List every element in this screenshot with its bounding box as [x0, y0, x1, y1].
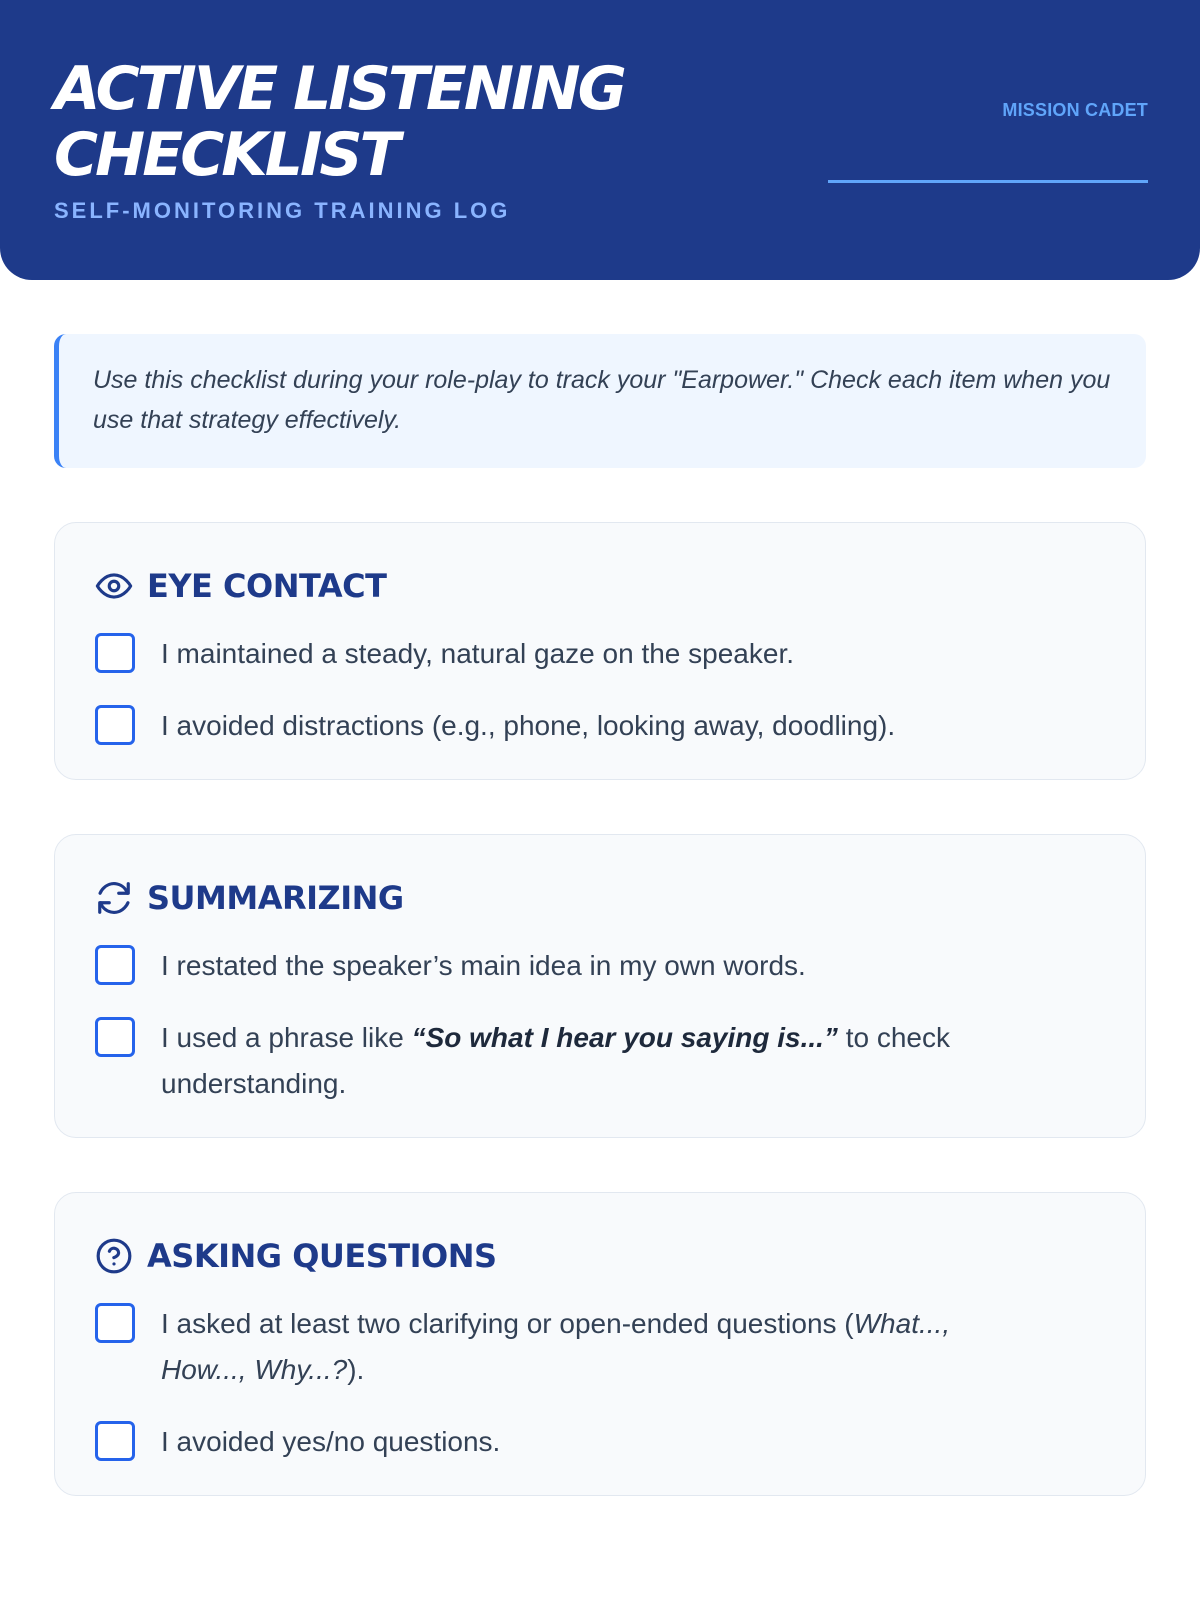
section-title: ASKING QUESTIONS [147, 1237, 497, 1275]
checklist-item [95, 1301, 1105, 1393]
instructions-callout: Use this checklist during your role-play to track your "Earpower." Check each item when you use that strategy effectively. [54, 334, 1146, 468]
checkbox[interactable] [95, 1017, 135, 1057]
checklist-item-text: I avoided yes/no questions. [161, 1426, 501, 1457]
question-examples: What..., How..., Why...? [161, 1308, 951, 1385]
checklist-item-text: I maintained a steady, natural gaze on the speaker. [161, 638, 795, 669]
checkbox[interactable] [95, 1303, 135, 1343]
checklist-item-text [161, 1015, 1021, 1107]
page-content [0, 280, 1200, 1496]
checklist-item [95, 943, 1105, 989]
checkbox[interactable] [95, 1421, 135, 1461]
section-header [95, 1233, 1105, 1279]
checklist-item-text: I avoided distractions (e.g., phone, looking away, doodling). [161, 710, 896, 741]
question-circle-icon [95, 1237, 133, 1275]
checklist-item [95, 631, 1105, 677]
page-title: ACTIVE LISTENING CHECKLIST [54, 54, 624, 190]
checklist-item [95, 703, 1105, 749]
checklist-item [95, 1015, 1105, 1107]
refresh-icon [95, 879, 133, 917]
item-text-before: I used a phrase like [161, 1022, 412, 1053]
mission-cadet-field[interactable] [828, 180, 1148, 183]
page-subtitle: SELF-MONITORING TRAINING LOG [54, 198, 511, 223]
section-summarizing [54, 834, 1146, 1138]
checkbox[interactable] [95, 945, 135, 985]
checklist-item [95, 1419, 1105, 1465]
page-header [0, 0, 1200, 280]
checkbox[interactable] [95, 705, 135, 745]
mission-cadet-label: MISSION CADET [1002, 100, 1148, 120]
checklist-item-text [161, 1301, 1021, 1393]
section-eye-contact [54, 522, 1146, 780]
example-phrase: “So what I hear you saying is...” [411, 1022, 838, 1053]
section-header [95, 563, 1105, 609]
checklist-item-text: I restated the speaker’s main idea in my own words. [161, 950, 806, 981]
item-text-before: I asked at least two clarifying or open-ended questions ( [161, 1308, 854, 1339]
section-title: SUMMARIZING [147, 879, 404, 917]
checkbox[interactable] [95, 633, 135, 673]
section-title: EYE CONTACT [147, 567, 387, 605]
item-text-after: ). [347, 1354, 365, 1385]
section-asking-questions [54, 1192, 1146, 1496]
item-text-after: to check understanding. [161, 1022, 950, 1099]
eye-icon [95, 567, 133, 605]
section-header [95, 875, 1105, 921]
